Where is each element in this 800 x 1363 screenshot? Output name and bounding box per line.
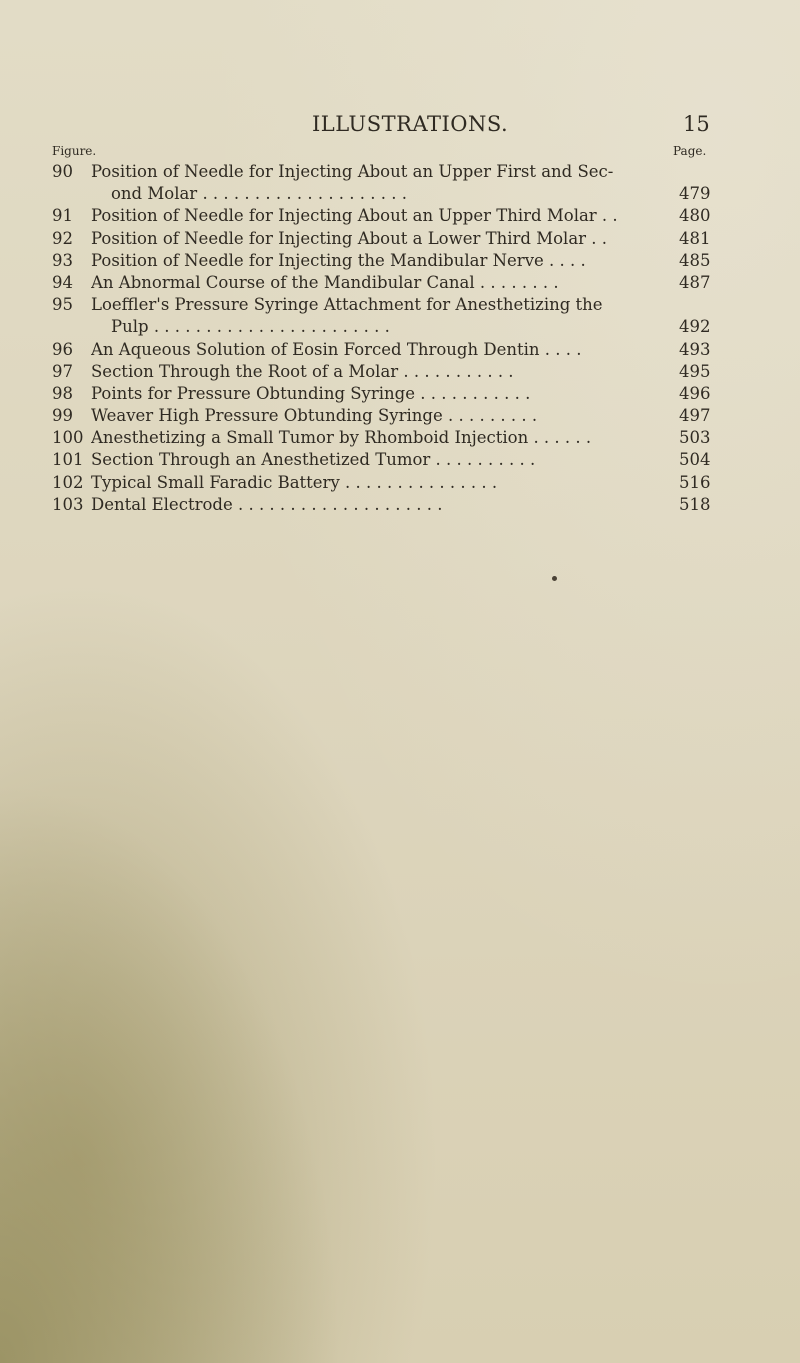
column-headings [0, 144, 800, 162]
page-reference: 518 [679, 494, 711, 514]
figure-number: 90 [52, 162, 73, 181]
figure-column-heading: Figure. [52, 144, 97, 158]
figure-title [91, 449, 711, 471]
list-item [0, 472, 800, 494]
running-title: ILLUSTRATIONS. [312, 112, 509, 136]
figure-title [91, 383, 711, 405]
page-reference: 503 [679, 428, 711, 448]
list-item [0, 405, 800, 427]
figure-number: 92 [52, 228, 73, 248]
figure-title-line: Position of Needle for Injecting the Mandibular Nerve . . . . [91, 250, 586, 270]
figure-title-line: Loeffler's Pressure Syringe Attachment for Anesthetizing the [91, 295, 603, 315]
figure-title [91, 472, 711, 494]
figure-number: 98 [52, 383, 73, 403]
figure-title-line: Position of Needle for Injecting About an Upper Third Molar . . [91, 206, 618, 226]
page-number: 15 [683, 112, 710, 136]
figure-title [91, 205, 711, 227]
page-reference: 487 [679, 272, 711, 292]
figure-title [91, 294, 711, 338]
figure-title-line: Section Through the Root of a Molar . . . . . . . . . . . [91, 361, 514, 381]
list-item [0, 294, 800, 338]
page-reference: 481 [679, 228, 711, 248]
illustrations-list [0, 161, 800, 516]
page-reference: 493 [679, 339, 711, 359]
list-item [0, 272, 800, 294]
list-item [0, 383, 800, 405]
figure-number: 94 [52, 272, 73, 292]
page-header [0, 112, 800, 142]
figure-number: 103 [52, 494, 84, 514]
figure-title-line: An Abnormal Course of the Mandibular Canal . . . . . . . . [91, 272, 559, 292]
figure-number: 99 [52, 406, 73, 426]
list-item [0, 361, 800, 383]
page-reference: 516 [679, 472, 711, 492]
figure-number: 97 [52, 361, 73, 381]
figure-number: 101 [52, 450, 84, 470]
list-item [0, 339, 800, 361]
figure-title-line: Points for Pressure Obtunding Syringe . . . . . . . . . . . [91, 383, 531, 403]
figure-title [91, 161, 711, 205]
list-item [0, 449, 800, 471]
figure-title-line: Weaver High Pressure Obtunding Syringe . . . . . . . . . [91, 406, 538, 426]
figure-number: 96 [52, 339, 73, 359]
figure-number: 102 [52, 472, 84, 492]
page-reference: 479 [679, 184, 711, 204]
figure-title-line: Typical Small Faradic Battery . . . . . . . . . . . . . . . [91, 472, 498, 492]
figure-number: 100 [52, 428, 84, 448]
page-reference: 497 [679, 406, 711, 426]
figure-title [91, 494, 711, 516]
figure-title [91, 339, 711, 361]
list-item [0, 205, 800, 227]
page-reference: 496 [679, 383, 711, 403]
page-reference: 504 [679, 450, 711, 470]
figure-title-line: ond Molar . . . . . . . . . . . . . . . . . . . . [111, 184, 407, 204]
list-item [0, 161, 800, 205]
figure-title [91, 361, 711, 383]
figure-title [91, 228, 711, 250]
figure-title-line: Dental Electrode . . . . . . . . . . . . . . . . . . . . [91, 494, 443, 514]
page-reference: 492 [679, 317, 711, 337]
figure-title [91, 272, 711, 294]
figure-title-line: Position of Needle for Injecting About an Upper First and Sec- [91, 162, 614, 181]
figure-number: 95 [52, 295, 73, 315]
page-column-heading: Page. [673, 144, 707, 158]
page-reference: 495 [679, 361, 711, 381]
list-item [0, 494, 800, 516]
figure-title-line: Section Through an Anesthetized Tumor . . . . . . . . . . [91, 450, 536, 470]
page-reference: 485 [679, 250, 711, 270]
figure-title-line: Position of Needle for Injecting About a Lower Third Molar . . [91, 228, 608, 248]
list-item [0, 228, 800, 250]
ink-speck [552, 576, 557, 581]
page-reference: 480 [679, 206, 711, 226]
figure-title [91, 427, 711, 449]
figure-title-line: An Aqueous Solution of Eosin Forced Through Dentin . . . . [91, 339, 582, 359]
figure-number: 91 [52, 206, 73, 226]
list-item [0, 427, 800, 449]
figure-title-line: Pulp . . . . . . . . . . . . . . . . . . . . . . . [111, 317, 390, 337]
figure-title [91, 405, 711, 427]
figure-title-line: Anesthetizing a Small Tumor by Rhomboid Injection . . . . . . [91, 428, 592, 448]
figure-title [91, 250, 711, 272]
figure-number: 93 [52, 250, 73, 270]
list-item [0, 250, 800, 272]
